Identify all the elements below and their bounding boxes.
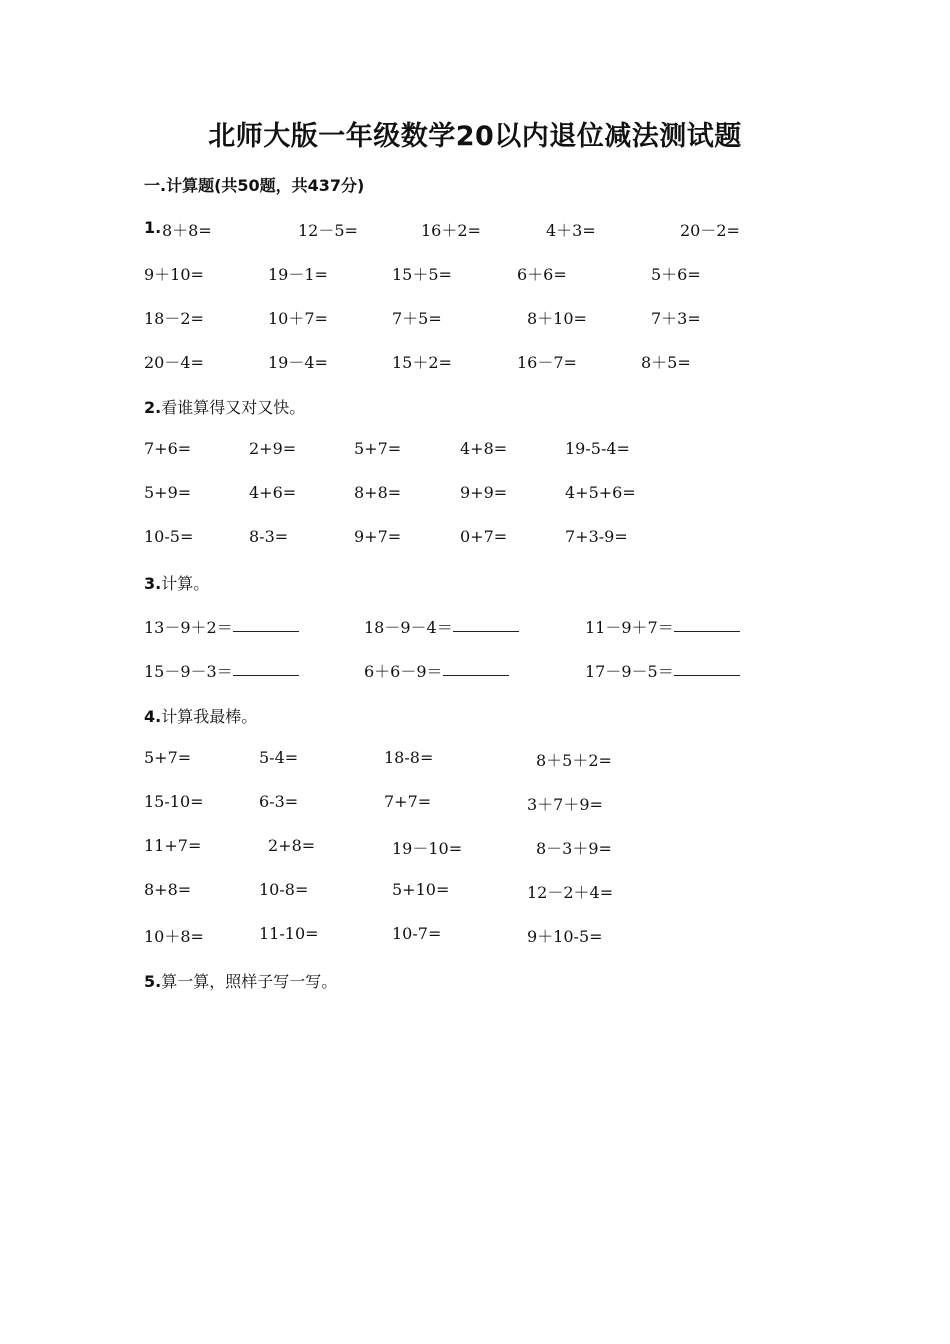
exercise-text: 8－3＋9= xyxy=(536,839,612,858)
exercise-item xyxy=(259,924,319,943)
answer-blank[interactable] xyxy=(674,619,740,632)
answer-blank[interactable] xyxy=(453,619,519,632)
exercise-text: 19－10= xyxy=(392,839,463,858)
exercise-item[interactable] xyxy=(585,659,740,682)
exercise-text: 5+7= xyxy=(354,439,402,458)
exercise-text: 7＋5= xyxy=(392,309,442,328)
exercise-item xyxy=(144,439,191,458)
exercise-text: 11+7= xyxy=(144,836,202,855)
exercise-text: 13－9＋2＝ xyxy=(144,618,233,637)
exercise-text: 10＋7= xyxy=(268,309,328,328)
exercise-item xyxy=(421,218,481,241)
exercise-item xyxy=(144,527,193,546)
section-heading: 一.计算题(共50题，共437分) xyxy=(144,176,365,195)
exercise-text: 7+6= xyxy=(144,439,192,458)
question-4-heading xyxy=(144,704,257,727)
exercise-item xyxy=(144,748,191,767)
exercise-text: 16＋2= xyxy=(421,221,481,240)
exercise-item xyxy=(259,748,298,767)
exercise-item xyxy=(354,527,401,546)
exercise-text: 10-8= xyxy=(259,880,309,899)
exercise-text: 19－4= xyxy=(268,353,328,372)
exercise-text: 2+8= xyxy=(268,836,316,855)
exercise-text: 15＋2= xyxy=(392,353,452,372)
exercise-item xyxy=(460,527,507,546)
exercise-text: 11-10= xyxy=(259,924,319,943)
question-number: 2. xyxy=(144,398,162,417)
exercise-text: 10-7= xyxy=(392,924,442,943)
exercise-item xyxy=(259,880,308,899)
question-number: 1. xyxy=(144,218,162,237)
exercise-item[interactable] xyxy=(364,659,509,682)
question-number: 3. xyxy=(144,574,162,593)
exercise-item xyxy=(249,527,288,546)
exercise-text: 8+8= xyxy=(354,483,402,502)
exercise-item[interactable] xyxy=(144,659,299,682)
exercise-item xyxy=(144,880,191,899)
exercise-text: 4+5+6= xyxy=(565,483,636,502)
exercise-text: 8＋8= xyxy=(162,221,212,240)
exercise-text: 5+10= xyxy=(392,880,450,899)
question-label: 计算。 xyxy=(161,574,210,593)
exercise-text: 9+7= xyxy=(354,527,402,546)
exercise-text: 9＋10= xyxy=(144,265,204,284)
exercise-item xyxy=(392,924,441,943)
exercise-text: 19-5-4= xyxy=(565,439,630,458)
exercise-item xyxy=(565,527,628,546)
exercise-text: 8+8= xyxy=(144,880,192,899)
exercise-text: 5+7= xyxy=(144,748,192,767)
exercise-item xyxy=(527,306,587,329)
exercise-item xyxy=(392,836,462,859)
exercise-text: 10＋8= xyxy=(144,927,204,946)
exercise-item xyxy=(392,350,452,373)
exercise-item xyxy=(144,792,204,811)
exercise-text: 15-10= xyxy=(144,792,204,811)
exercise-item xyxy=(517,262,567,285)
exercise-item xyxy=(144,924,204,947)
exercise-item xyxy=(144,350,204,373)
exercise-text: 8＋5＋2= xyxy=(536,751,612,770)
exercise-text: 15－9－3＝ xyxy=(144,662,233,681)
exercise-text: 12－5= xyxy=(298,221,358,240)
exercise-item xyxy=(268,306,328,329)
exercise-item[interactable] xyxy=(364,615,519,638)
question-2-heading xyxy=(144,395,305,418)
exercise-item xyxy=(641,350,691,373)
exercise-item xyxy=(527,924,603,947)
exercise-text: 19－1= xyxy=(268,265,328,284)
exercise-item xyxy=(546,218,596,241)
exercise-item xyxy=(384,792,431,811)
exercise-item[interactable] xyxy=(144,615,299,638)
answer-blank[interactable] xyxy=(674,663,740,676)
exercise-text: 3＋7＋9= xyxy=(527,795,603,814)
exercise-item xyxy=(460,483,507,502)
exercise-item xyxy=(680,218,740,241)
exercise-item xyxy=(354,439,401,458)
exercise-item xyxy=(517,350,577,373)
exercise-text: 5+9= xyxy=(144,483,192,502)
exercise-item xyxy=(536,836,612,859)
exercise-text: 8＋5= xyxy=(641,353,691,372)
exercise-item xyxy=(249,439,296,458)
exercise-item xyxy=(460,439,507,458)
exercise-item xyxy=(144,306,204,329)
exercise-item xyxy=(162,218,212,241)
exercise-text: 17－9－5＝ xyxy=(585,662,674,681)
exercise-text: 6＋6－9＝ xyxy=(364,662,443,681)
exercise-text: 11－9＋7＝ xyxy=(585,618,674,637)
exercise-item xyxy=(144,836,201,855)
exercise-item xyxy=(268,350,328,373)
exercise-text: 9+9= xyxy=(460,483,508,502)
exercise-text: 16－7= xyxy=(517,353,577,372)
exercise-item xyxy=(268,262,328,285)
exercise-text: 12－2＋4= xyxy=(527,883,614,902)
exercise-text: 20－2= xyxy=(680,221,740,240)
exercise-text: 10-5= xyxy=(144,527,194,546)
page-title: 北师大版一年级数学20以内退位减法测试题 xyxy=(208,121,742,152)
exercise-text: 18－9－4＝ xyxy=(364,618,453,637)
question-number: 4. xyxy=(144,707,162,726)
exercise-item xyxy=(249,483,296,502)
question-label: 计算我最棒。 xyxy=(161,707,258,726)
exercise-text: 18－2= xyxy=(144,309,204,328)
exercise-item xyxy=(392,306,442,329)
exercise-item xyxy=(384,748,433,767)
exercise-item xyxy=(565,483,636,502)
exercise-text: 7＋3= xyxy=(651,309,701,328)
exercise-item xyxy=(392,262,452,285)
exercise-item[interactable] xyxy=(585,615,740,638)
exercise-item xyxy=(651,306,701,329)
exercise-item xyxy=(259,792,298,811)
exercise-text: 0+7= xyxy=(460,527,508,546)
exercise-text: 4＋3= xyxy=(546,221,596,240)
exercise-text: 5＋6= xyxy=(651,265,701,284)
exercise-item xyxy=(354,483,401,502)
answer-blank[interactable] xyxy=(233,663,299,676)
exercise-text: 7+3-9= xyxy=(565,527,628,546)
exercise-text: 5-4= xyxy=(259,748,299,767)
exercise-item xyxy=(536,748,612,771)
exercise-item xyxy=(651,262,701,285)
exercise-text: 4+8= xyxy=(460,439,508,458)
exercise-text: 15＋5= xyxy=(392,265,452,284)
exercise-text: 9＋10-5= xyxy=(527,927,603,946)
exercise-text: 8＋10= xyxy=(527,309,587,328)
question-1-number xyxy=(144,218,161,237)
question-5-heading xyxy=(144,969,337,992)
exercise-item xyxy=(527,880,613,903)
exercise-text: 6＋6= xyxy=(517,265,567,284)
exercise-item xyxy=(527,792,603,815)
exercise-text: 6-3= xyxy=(259,792,299,811)
exercise-item xyxy=(144,483,191,502)
question-label: 看谁算得又对又快。 xyxy=(161,398,306,417)
exercise-text: 20－4= xyxy=(144,353,204,372)
question-number: 5. xyxy=(144,972,162,991)
exercise-item xyxy=(298,218,358,241)
question-label: 算一算，照样子写一写。 xyxy=(161,972,338,991)
exercise-text: 7+7= xyxy=(384,792,432,811)
exercise-item xyxy=(392,880,449,899)
exercise-item xyxy=(565,439,630,458)
exercise-text: 8-3= xyxy=(249,527,289,546)
exercise-text: 4+6= xyxy=(249,483,297,502)
question-3-heading xyxy=(144,571,209,594)
exercise-text: 18-8= xyxy=(384,748,434,767)
answer-blank[interactable] xyxy=(233,619,299,632)
answer-blank[interactable] xyxy=(443,663,509,676)
exercise-text: 2+9= xyxy=(249,439,297,458)
exercise-item xyxy=(144,262,204,285)
exercise-item xyxy=(268,836,315,855)
